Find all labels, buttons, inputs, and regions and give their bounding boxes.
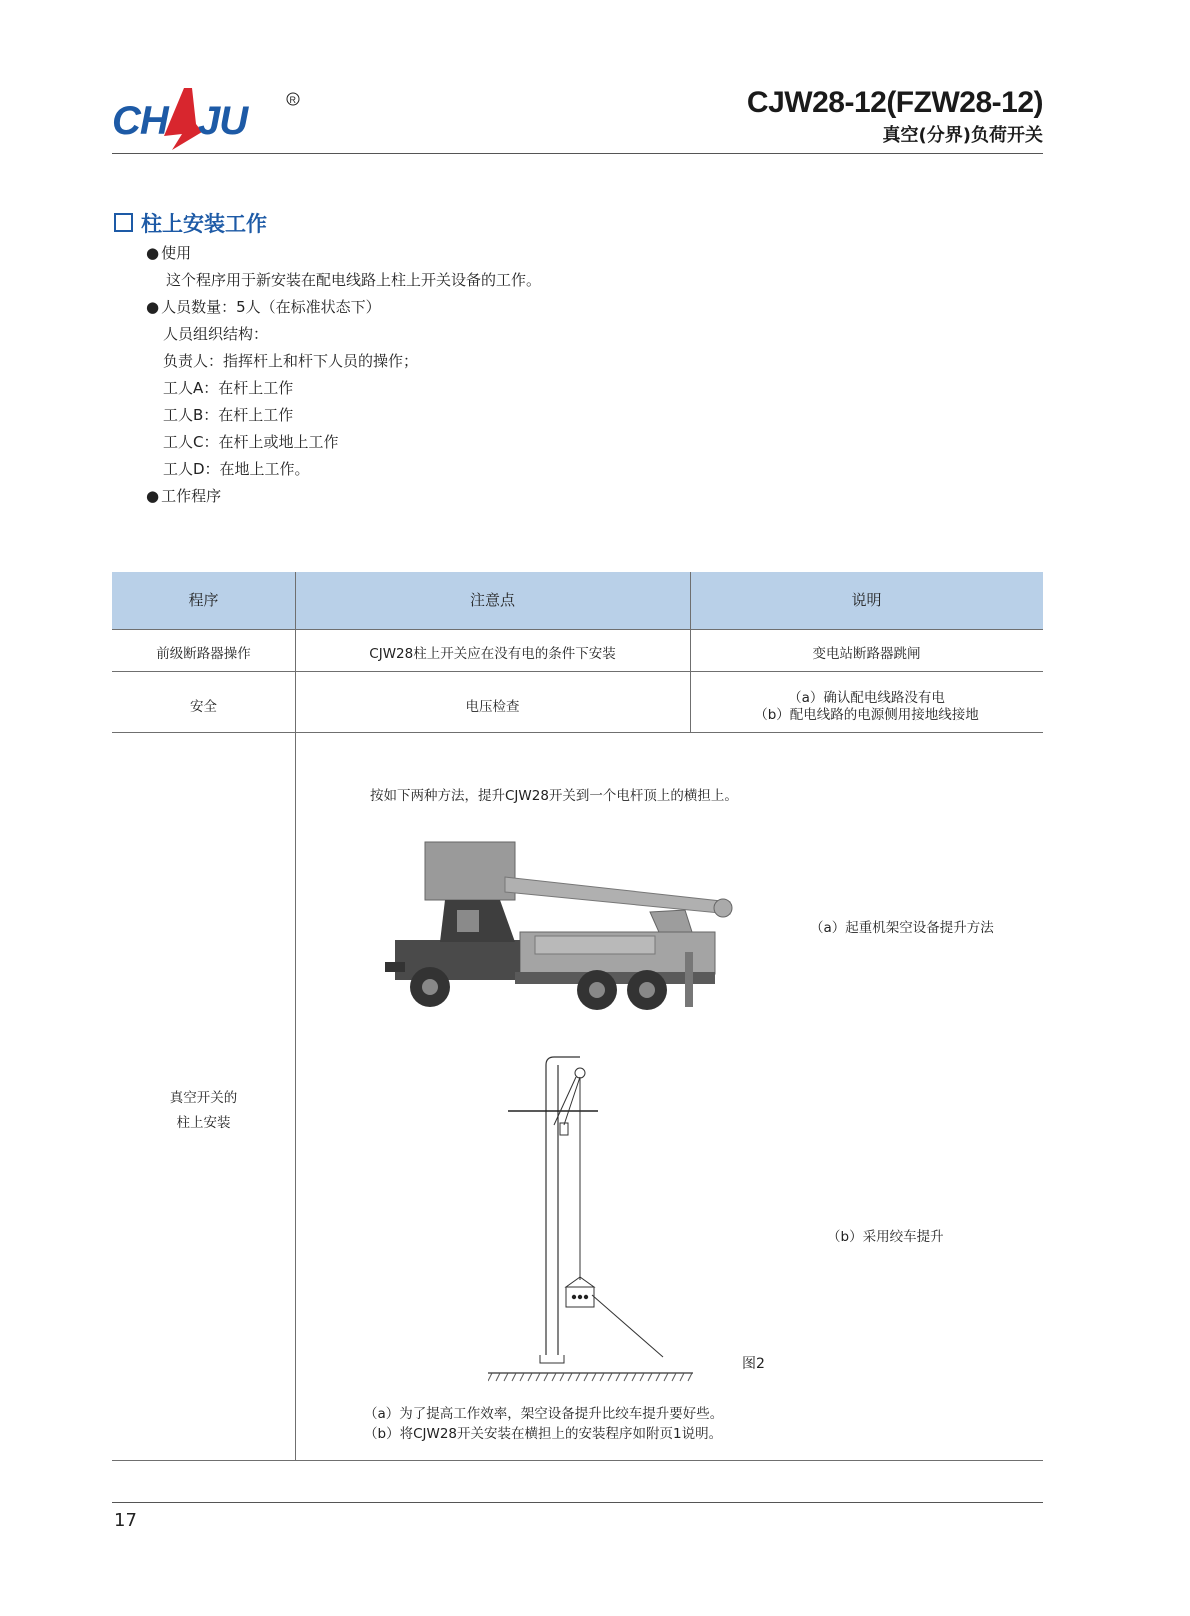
- row3-procedure-line1: 真空开关的: [169, 1090, 238, 1106]
- chaju-logo: [112, 84, 312, 156]
- footer-divider: [112, 1502, 1043, 1503]
- staff-worker-d: 工人D：在地上工作。: [163, 460, 310, 478]
- method-a-label: （a）起重机架空设备提升方法: [810, 920, 994, 936]
- staff-worker-a: 工人A：在杆上工作: [163, 379, 294, 397]
- row1-note: CJW28柱上开关应在没有电的条件下安装: [369, 646, 616, 662]
- row1-procedure: 前级断路器操作: [156, 646, 251, 662]
- staff-count: ● 人员数量：5人（在标准状态下）: [146, 296, 381, 317]
- header-notes: 注意点: [469, 591, 515, 609]
- row1-description: 变电站断路器跳闸: [812, 646, 921, 662]
- row3-procedure-line2: 柱上安装: [176, 1115, 231, 1131]
- table-hline-2: [112, 671, 1043, 672]
- figure-label: 图2: [742, 1356, 765, 1372]
- table-hline-1: [112, 629, 1043, 630]
- model-title: CJW28-12(FZW28-12): [746, 86, 1043, 119]
- install-note-b: （b）将CJW28开关安装在横担上的安装程序如附页1说明。: [364, 1426, 723, 1442]
- table-hline-3: [112, 732, 1043, 733]
- svg-text:CH: CH: [112, 99, 168, 143]
- checkbox-square-icon: [114, 213, 133, 232]
- staff-worker-c: 工人C：在杆上或地上工作: [163, 433, 339, 451]
- procedure-heading: ● 工作程序: [146, 485, 221, 506]
- product-subtitle: 真空(分界)负荷开关: [882, 125, 1043, 146]
- install-note-a: （a）为了提高工作效率，架空设备提升比绞车提升要好些。: [364, 1406, 724, 1422]
- method-b-label: （b）采用绞车提升: [827, 1229, 944, 1245]
- table-header: [112, 572, 1043, 629]
- header-procedure: 程序: [188, 591, 219, 609]
- staff-leader: 负责人：指挥杆上和杆下人员的操作；: [163, 352, 419, 370]
- page-number: 17: [114, 1510, 137, 1531]
- row2-note: 电压检查: [465, 699, 520, 715]
- staff-structure-heading: 人员组织结构：: [163, 325, 269, 343]
- usage-text: 这个程序用于新安装在配电线路上柱上开关设备的工作。: [166, 271, 542, 289]
- section-title: [114, 208, 267, 238]
- truck-crane-illustration: [385, 832, 735, 1017]
- section-title-text: 柱上安装工作: [141, 212, 267, 236]
- svg-text:R: R: [289, 95, 296, 105]
- svg-text:JU: JU: [198, 99, 248, 143]
- header-divider: [112, 153, 1043, 154]
- staff-worker-b: 工人B：在杆上工作: [163, 406, 294, 424]
- table-hline-4: [112, 1460, 1043, 1461]
- row2-description-b: （b）配电线路的电源侧用接地线接地: [754, 707, 979, 723]
- usage-heading: ● 使用: [146, 242, 191, 263]
- winch-lifting-diagram: [488, 1055, 718, 1390]
- header-description: 说明: [851, 591, 882, 609]
- install-intro: 按如下两种方法，提升CJW28开关到一个电杆顶上的横担上。: [370, 788, 738, 804]
- row2-description-a: （a）确认配电线路没有电: [788, 690, 945, 706]
- row2-procedure: 安全: [190, 699, 217, 715]
